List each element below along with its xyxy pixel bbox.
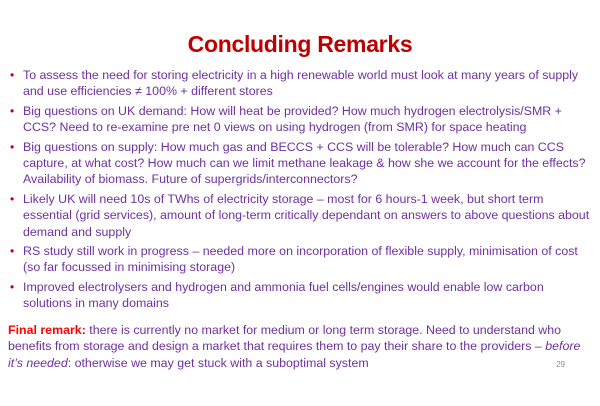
- bullet-item: [10, 279, 594, 312]
- page-number: 29: [556, 360, 565, 369]
- bullet-item: [10, 103, 594, 136]
- bullet-dot-icon: •: [10, 191, 15, 206]
- bullet-item: [10, 139, 594, 188]
- bullet-text: Improved electrolysers and hydrogen and ammonia fuel cells/engines would enable low carbon solutions in many domains: [23, 279, 544, 311]
- final-remark-paragraph: [8, 322, 590, 372]
- bullet-text: Big questions on supply: How much gas and BECCS + CCS will be tolerable? How much can CCS capture, at what cost? How much can we limit methane leakage & how she we account for the effects? Availability of biomass. Future of supergrids/interconnectors?: [23, 139, 586, 187]
- slide-title: Concluding Remarks: [187, 31, 413, 57]
- bullet-dot-icon: •: [10, 279, 15, 294]
- bullet-text: Likely UK will need 10s of TWhs of electricity storage – most for 6 hours-1 week, but short term essential (grid services), amount of long-term critically dependant on answers to above questions about demand and supply: [23, 191, 590, 239]
- bullet-text: Big questions on UK demand: How will heat be provided? How much hydrogen electrolysis/SMR + CCS? Need to re-examine pre net 0 views on using hydrogen (from SMR) for space heating: [23, 103, 562, 135]
- final-remark-label: Final remark:: [8, 322, 86, 337]
- final-remark-text-before: there is currently no market for medium or long term storage. Need to understand who benefits from storage and design a market that requires them to pay their share to the providers –: [8, 322, 562, 354]
- bullet-dot-icon: •: [10, 244, 15, 259]
- bullet-dot-icon: •: [10, 103, 15, 118]
- bullet-text: To assess the need for storing electricity in a high renewable world must look at many years of supply and use efficiencies ≠ 100% + different stores: [23, 68, 579, 99]
- final-remark-text-after: : otherwise we may get stuck with a suboptimal system: [67, 355, 369, 370]
- bullet-item: [10, 67, 594, 100]
- bullet-dot-icon: •: [10, 68, 15, 82]
- bullet-list: [10, 67, 594, 312]
- bullet-item: [10, 191, 594, 240]
- bullet-item: [10, 243, 594, 276]
- bullet-dot-icon: •: [10, 139, 15, 154]
- final-remark-italic-text: before it’s needed: [8, 339, 581, 370]
- bullet-text: RS study still work in progress – needed more on incorporation of flexible supply, minimisation of cost (so far focussed in minimising storage): [23, 244, 578, 275]
